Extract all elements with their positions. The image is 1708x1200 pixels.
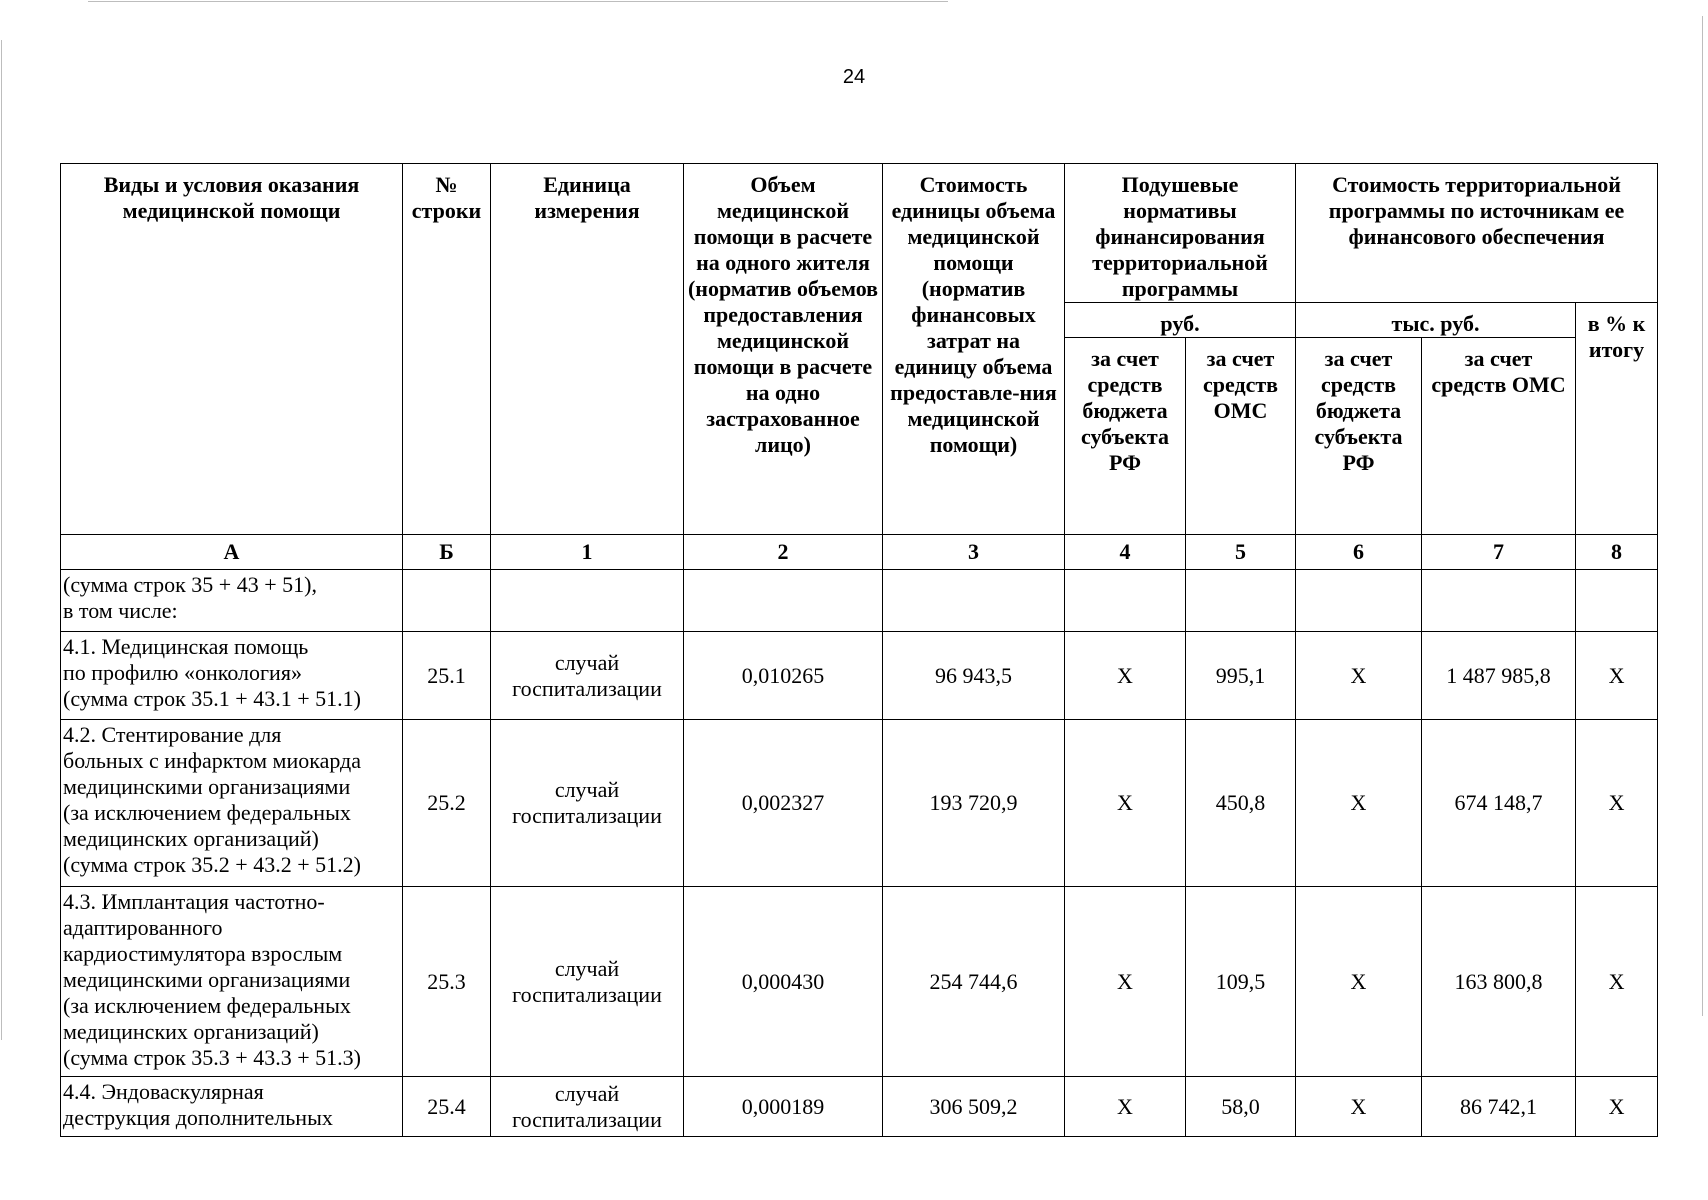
column-number: Б — [403, 535, 491, 570]
row-percent: Х — [1576, 720, 1658, 887]
row-volume — [684, 570, 883, 632]
financing-table — [60, 163, 1658, 1137]
row-name: 4.3. Имплантация частотно- адаптированного кардиостимулятора взрослым медицинскими организациями (за исключением федеральных медицинских организаций) (сумма строк 35.3 + 43.3 + 51.3) — [61, 887, 403, 1077]
column-number: 6 — [1296, 535, 1422, 570]
header-rub: руб. — [1065, 303, 1296, 338]
table-row — [61, 1077, 1658, 1137]
header-line-number: № строки — [403, 164, 491, 535]
left-scan-edge — [1, 40, 2, 1040]
row-pc-budget: Х — [1065, 887, 1186, 1077]
column-number: 1 — [491, 535, 684, 570]
header-volume: Объем медицинской помощи в расчете на одного жителя (норматив объемов предоставления медицинской помощи в расчете на одно застрахованное лицо) — [684, 164, 883, 535]
row-pc-oms: 109,5 — [1186, 887, 1296, 1077]
header-care-type: Виды и условия оказания медицинской помощи — [61, 164, 403, 535]
row-unit-cost — [883, 570, 1065, 632]
row-pc-oms: 995,1 — [1186, 632, 1296, 720]
row-pc-budget: Х — [1065, 632, 1186, 720]
row-name: (сумма строк 35 + 43 + 51), в том числе: — [61, 570, 403, 632]
row-volume: 0,002327 — [684, 720, 883, 887]
row-pc-oms: 450,8 — [1186, 720, 1296, 887]
row-volume: 0,000430 — [684, 887, 883, 1077]
header-pc-budget: за счет средств бюджета субъекта РФ — [1065, 338, 1186, 535]
row-line-number: 25.2 — [403, 720, 491, 887]
table-row — [61, 720, 1658, 887]
row-volume: 0,010265 — [684, 632, 883, 720]
row-unit: случай госпитализации — [491, 720, 684, 887]
header-percent-total: в % к итогу — [1576, 303, 1658, 535]
column-number: 5 — [1186, 535, 1296, 570]
row-name: 4.4. Эндоваскулярная деструкция дополнительных — [61, 1077, 403, 1137]
header-per-capita-group: Подушевые нормативы финансирования территориальной программы — [1065, 164, 1296, 303]
table-row — [61, 632, 1658, 720]
column-number-row — [61, 535, 1658, 570]
row-cost-oms: 674 148,7 — [1422, 720, 1576, 887]
row-unit: случай госпитализации — [491, 632, 684, 720]
row-pc-oms: 58,0 — [1186, 1077, 1296, 1137]
column-number: А — [61, 535, 403, 570]
column-number: 2 — [684, 535, 883, 570]
row-cost-budget — [1296, 570, 1422, 632]
row-percent: Х — [1576, 1077, 1658, 1137]
row-volume: 0,000189 — [684, 1077, 883, 1137]
right-scan-edge — [1702, 16, 1703, 1016]
row-unit: случай госпитализации — [491, 1077, 684, 1137]
row-line-number: 25.1 — [403, 632, 491, 720]
row-line-number: 25.3 — [403, 887, 491, 1077]
row-percent — [1576, 570, 1658, 632]
row-cost-oms: 163 800,8 — [1422, 887, 1576, 1077]
header-unit-cost: Стоимость единицы объема медицинской помощи (норматив финансовых затрат на единицу объема предоставле-ния медицинской помощи) — [883, 164, 1065, 535]
row-unit-cost: 306 509,2 — [883, 1077, 1065, 1137]
row-cost-budget: Х — [1296, 720, 1422, 887]
table-row — [61, 570, 1658, 632]
page-number: 24 — [842, 66, 866, 88]
table-row — [61, 887, 1658, 1077]
row-cost-budget: Х — [1296, 1077, 1422, 1137]
top-scan-edge — [88, 1, 948, 2]
header-pc-oms: за счет средств ОМС — [1186, 338, 1296, 535]
row-name: 4.2. Стентирование для больных с инфарктом миокарда медицинскими организациями (за исключением федеральных медицинских организаций) (сумма строк 35.2 + 43.2 + 51.2) — [61, 720, 403, 887]
row-unit-cost: 193 720,9 — [883, 720, 1065, 887]
header-unit: Единица измерения — [491, 164, 684, 535]
header-cost-oms: за счет средств ОМС — [1422, 338, 1576, 535]
row-line-number: 25.4 — [403, 1077, 491, 1137]
row-cost-oms — [1422, 570, 1576, 632]
row-cost-budget: Х — [1296, 887, 1422, 1077]
row-cost-budget: Х — [1296, 632, 1422, 720]
column-number: 7 — [1422, 535, 1576, 570]
row-unit — [491, 570, 684, 632]
row-pc-oms — [1186, 570, 1296, 632]
header-cost-budget: за счет средств бюджета субъекта РФ — [1296, 338, 1422, 535]
row-unit-cost: 254 744,6 — [883, 887, 1065, 1077]
column-number: 3 — [883, 535, 1065, 570]
column-number: 4 — [1065, 535, 1186, 570]
row-cost-oms: 86 742,1 — [1422, 1077, 1576, 1137]
row-pc-budget — [1065, 570, 1186, 632]
row-percent: Х — [1576, 632, 1658, 720]
row-line-number — [403, 570, 491, 632]
column-number: 8 — [1576, 535, 1658, 570]
row-name: 4.1. Медицинская помощь по профилю «онкология» (сумма строк 35.1 + 43.1 + 51.1) — [61, 632, 403, 720]
row-pc-budget: Х — [1065, 720, 1186, 887]
row-pc-budget: Х — [1065, 1077, 1186, 1137]
header-thous-rub: тыс. руб. — [1296, 303, 1576, 338]
row-cost-oms: 1 487 985,8 — [1422, 632, 1576, 720]
row-unit-cost: 96 943,5 — [883, 632, 1065, 720]
row-unit: случай госпитализации — [491, 887, 684, 1077]
header-program-cost-group: Стоимость территориальной программы по источникам ее финансового обеспечения — [1296, 164, 1658, 303]
row-percent: Х — [1576, 887, 1658, 1077]
